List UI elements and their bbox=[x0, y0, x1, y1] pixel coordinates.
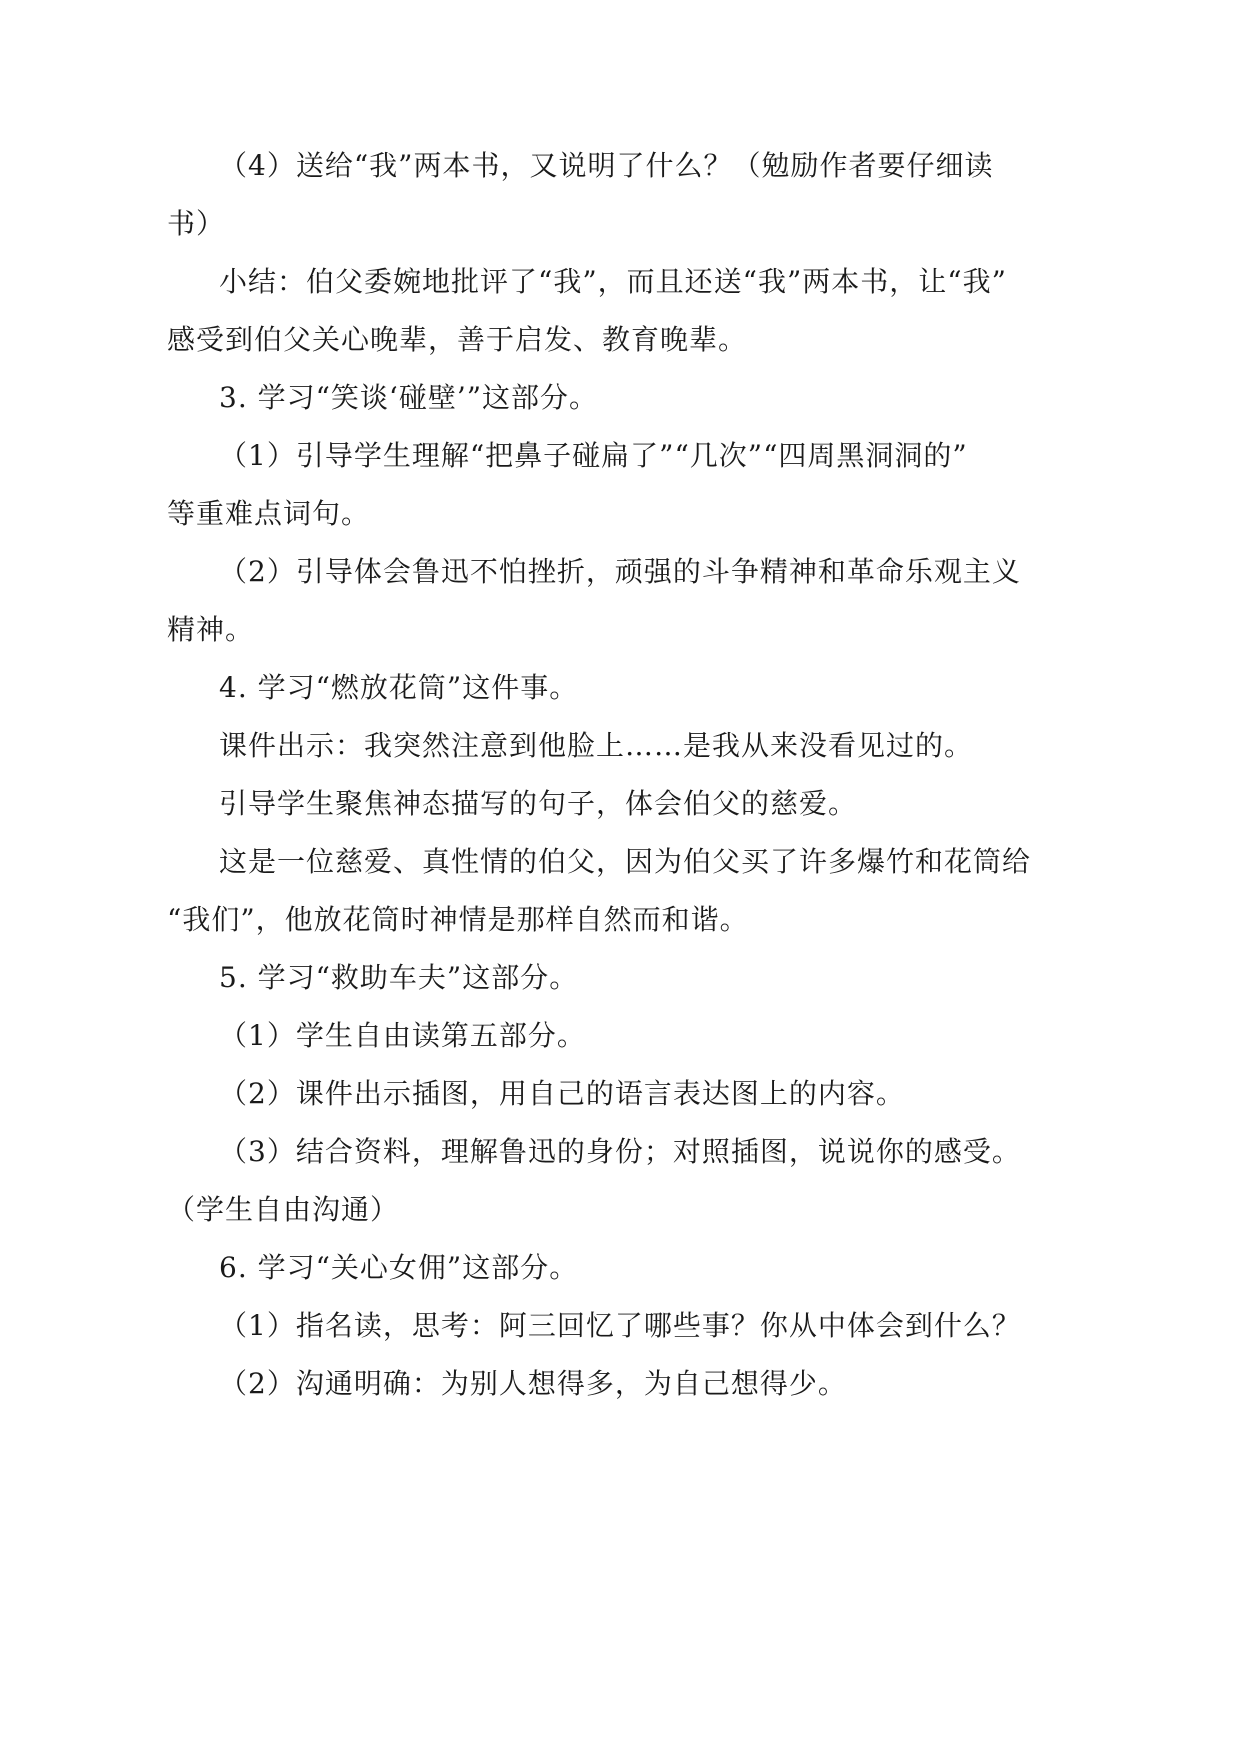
section-heading: 4. 学习“燃放花筒”这件事。 bbox=[219, 671, 579, 704]
paragraph-line: 这是一位慈爱、真性情的伯父，因为伯父买了许多爆竹和花筒给 bbox=[219, 845, 1032, 878]
paragraph-line: “我们”，他放花筒时神情是那样自然而和谐。 bbox=[167, 903, 749, 936]
paragraph-line: （2）课件出示插图，用自己的语言表达图上的内容。 bbox=[219, 1077, 905, 1110]
paragraph-line: 书） bbox=[167, 207, 226, 240]
paragraph-line: 等重难点词句。 bbox=[167, 497, 371, 530]
section-heading: 3. 学习“笑谈‘碰壁’”这部分。 bbox=[219, 381, 599, 414]
paragraph-line: （学生自由沟通） bbox=[167, 1193, 400, 1226]
paragraph-line: 小结：伯父委婉地批评了“我”，而且还送“我”两本书，让“我” bbox=[219, 265, 1007, 298]
paragraph-line: （1）引导学生理解“把鼻子碰扁了”“几次”“四周黑洞洞的” bbox=[219, 439, 968, 472]
paragraph-line: 引导学生聚焦神态描写的句子，体会伯父的慈爱。 bbox=[219, 787, 858, 820]
paragraph-line: 精神。 bbox=[167, 613, 255, 646]
paragraph-line: （4）送给“我”两本书，又说明了什么？（勉励作者要仔细读 bbox=[219, 149, 994, 182]
paragraph-line: （1）指名读，思考：阿三回忆了哪些事？你从中体会到什么？ bbox=[219, 1309, 1021, 1342]
paragraph-line: 感受到伯父关心晚辈，善于启发、教育晚辈。 bbox=[167, 323, 748, 356]
paragraph-line: （2）沟通明确：为别人想得多，为自己想得少。 bbox=[219, 1367, 847, 1400]
paragraph-line: （3）结合资料，理解鲁迅的身份；对照插图，说说你的感受。 bbox=[219, 1135, 1021, 1168]
paragraph-line: （2）引导体会鲁迅不怕挫折，顽强的斗争精神和革命乐观主义 bbox=[219, 555, 1021, 588]
section-heading: 5. 学习“救助车夫”这部分。 bbox=[219, 961, 579, 994]
section-heading: 6. 学习“关心女佣”这部分。 bbox=[219, 1251, 579, 1284]
paragraph-line: （1）学生自由读第五部分。 bbox=[219, 1019, 586, 1052]
paragraph-line: 课件出示：我突然注意到他脸上……是我从来没看见过的。 bbox=[219, 729, 974, 762]
